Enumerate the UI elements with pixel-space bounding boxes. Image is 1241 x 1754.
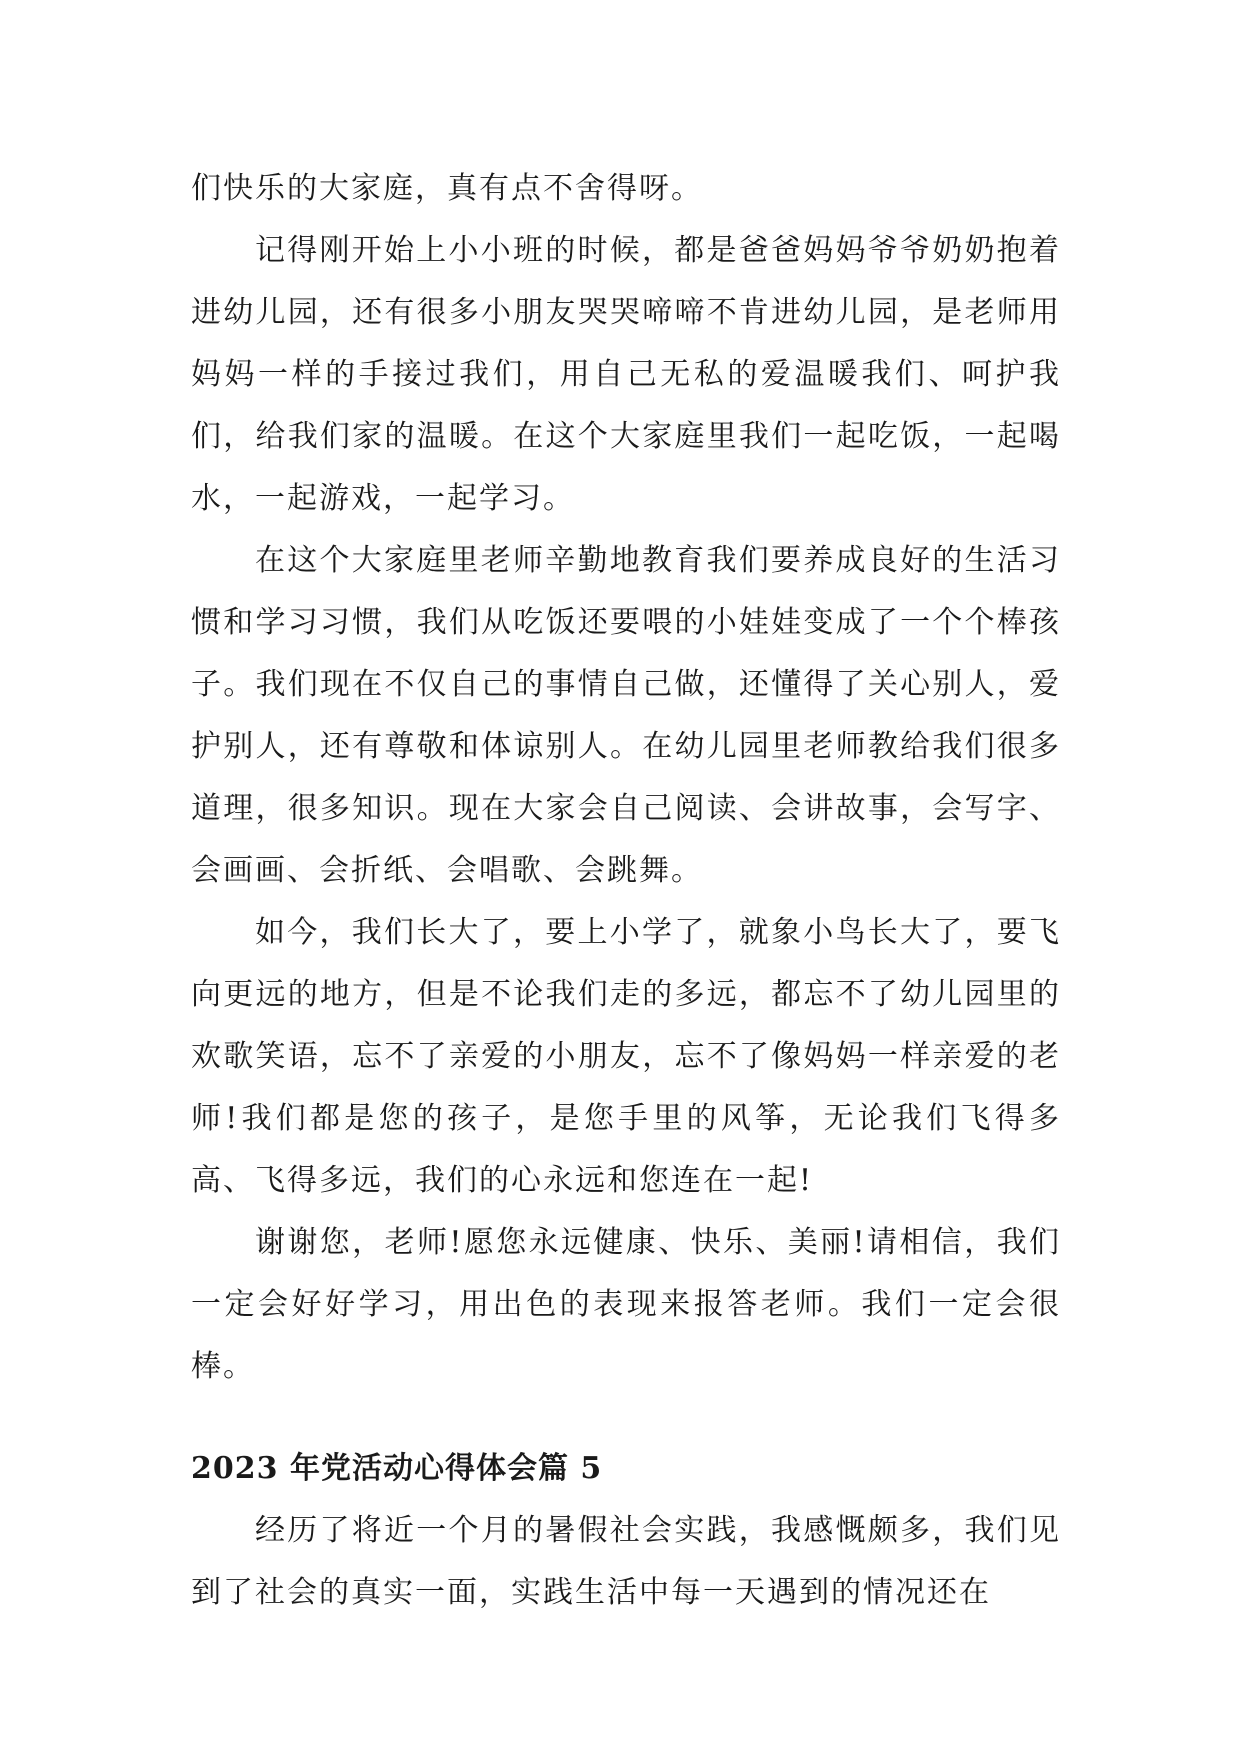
document-body	[191, 158, 1061, 1624]
paragraph-1: 们快乐的大家庭，真有点不舍得呀。	[191, 171, 703, 206]
paragraph-4: 如今，我们长大了，要上小学了，就象小鸟长大了，要飞向更远的地方，但是不论我们走的多远，都忘不了幼儿园里的欢歌笑语，忘不了亲爱的小朋友，忘不了像妈妈一样亲爱的老师!我们都是您的孩子，是您手里的风筝，无论我们飞得多高、飞得多远，我们的心永远和您连在一起!	[191, 915, 1061, 1198]
section-heading: 2023 年党活动心得体会篇 5	[191, 1451, 603, 1486]
paragraph-2: 记得刚开始上小小班的时候，都是爸爸妈妈爷爷奶奶抱着进幼儿园，还有很多小朋友哭哭啼啼不肯进幼儿园，是老师用妈妈一样的手接过我们，用自己无私的爱温暖我们、呵护我们，给我们家的温暖。在这个大家庭里我们一起吃饭，一起喝水，一起游戏，一起学习。	[191, 233, 1061, 516]
paragraph-5: 谢谢您，老师!愿您永远健康、快乐、美丽!请相信，我们一定会好好学习，用出色的表现来报答老师。我们一定会很棒。	[191, 1225, 1061, 1384]
paragraph-6: 经历了将近一个月的暑假社会实践，我感慨颇多，我们见到了社会的真实一面，实践生活中每一天遇到的情况还在	[191, 1513, 1061, 1610]
paragraph-3: 在这个大家庭里老师辛勤地教育我们要养成良好的生活习惯和学习习惯，我们从吃饭还要喂的小娃娃变成了一个个棒孩子。我们现在不仅自己的事情自己做，还懂得了关心别人，爱护别人，还有尊敬和体谅别人。在幼儿园里老师教给我们很多道理，很多知识。现在大家会自己阅读、会讲故事，会写字、会画画、会折纸、会唱歌、会跳舞。	[191, 543, 1061, 888]
